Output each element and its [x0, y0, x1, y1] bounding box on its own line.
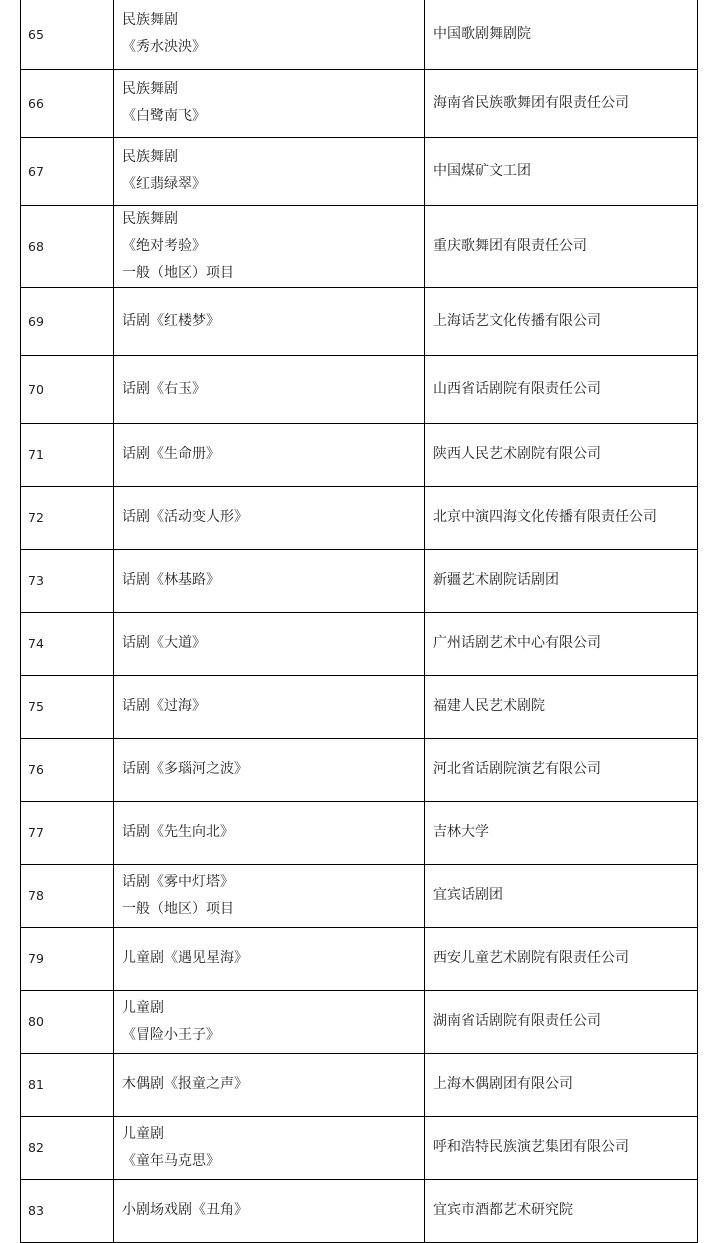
organization-cell: 海南省民族歌舞团有限责任公司	[425, 69, 698, 137]
row-number: 80	[21, 990, 114, 1053]
work-title-cell	[114, 738, 425, 801]
table-row	[21, 1116, 698, 1179]
work-title-cell	[114, 1179, 425, 1242]
work-title-line: 话剧《右玉》	[122, 380, 206, 397]
table-row	[21, 69, 698, 137]
organization-cell: 呼和浩特民族演艺集团有限公司	[425, 1116, 698, 1179]
work-title-cell	[114, 990, 425, 1053]
work-title-line: 话剧《活动变人形》	[122, 509, 248, 525]
work-title-line: 儿童剧	[122, 1125, 164, 1142]
work-title-line: 话剧《多瑙河之波》	[122, 761, 248, 777]
work-title-cell	[114, 1053, 425, 1116]
work-title-cell	[114, 801, 425, 864]
organization-cell: 广州话剧艺术中心有限公司	[425, 612, 698, 675]
row-number: 78	[21, 864, 114, 927]
table-row	[21, 287, 698, 355]
row-number: 69	[21, 287, 114, 355]
table-row	[21, 612, 698, 675]
work-title-line: 木偶剧《报童之声》	[122, 1076, 248, 1092]
row-number: 75	[21, 675, 114, 738]
row-number: 68	[21, 205, 114, 287]
work-title-line: 儿童剧《遇见星海》	[122, 950, 248, 966]
table-row	[21, 0, 698, 69]
table-row	[21, 205, 698, 287]
work-title-line: 话剧《大道》	[122, 635, 206, 651]
table-row	[21, 864, 698, 927]
organization-cell: 宜宾市酒都艺术研究院	[425, 1179, 698, 1242]
organization-cell: 宜宾话剧团	[425, 864, 698, 927]
organization-cell: 中国歌剧舞剧院	[425, 0, 698, 69]
row-number: 66	[21, 69, 114, 137]
table-row	[21, 675, 698, 738]
work-title-line: 《冒险小王子》	[122, 1026, 220, 1043]
row-number: 82	[21, 1116, 114, 1179]
work-title-line: 《秀水泱泱》	[122, 39, 206, 56]
row-number: 72	[21, 486, 114, 549]
work-title-cell	[114, 864, 425, 927]
work-title-line: 《绝对考验》	[122, 237, 206, 254]
table-row	[21, 801, 698, 864]
work-title-cell	[114, 1116, 425, 1179]
organization-cell: 河北省话剧院演艺有限公司	[425, 738, 698, 801]
work-title-cell	[114, 549, 425, 612]
table-row	[21, 1179, 698, 1242]
organization-cell: 吉林大学	[425, 801, 698, 864]
organization-cell: 上海木偶剧团有限公司	[425, 1053, 698, 1116]
organization-cell: 福建人民艺术剧院	[425, 675, 698, 738]
table-row	[21, 355, 698, 423]
work-title-line: 话剧《过海》	[122, 698, 206, 714]
work-title-cell	[114, 423, 425, 486]
table-row	[21, 486, 698, 549]
work-title-line: 儿童剧	[122, 999, 164, 1016]
table-row	[21, 738, 698, 801]
work-title-line: 《红翡绿翠》	[122, 176, 206, 192]
organization-cell: 山西省话剧院有限责任公司	[425, 355, 698, 423]
organization-cell: 陕西人民艺术剧院有限公司	[425, 423, 698, 486]
work-title-line: 民族舞剧	[122, 12, 178, 29]
organization-cell: 中国煤矿文工团	[425, 137, 698, 205]
organization-cell: 重庆歌舞团有限责任公司	[425, 205, 698, 287]
row-number: 81	[21, 1053, 114, 1116]
row-number: 83	[21, 1179, 114, 1242]
work-title-cell	[114, 137, 425, 205]
table-row	[21, 137, 698, 205]
row-number: 70	[21, 355, 114, 423]
work-title-cell	[114, 355, 425, 423]
work-title-line: 一般（地区）项目	[122, 264, 234, 281]
row-number: 71	[21, 423, 114, 486]
work-title-cell	[114, 612, 425, 675]
work-title-cell	[114, 287, 425, 355]
work-title-cell	[114, 675, 425, 738]
work-title-line: 话剧《雾中灯塔》	[122, 873, 234, 890]
work-title-line: 话剧《生命册》	[122, 446, 220, 462]
table-row	[21, 549, 698, 612]
organization-cell: 西安儿童艺术剧院有限责任公司	[425, 927, 698, 990]
organization-cell: 新疆艺术剧院话剧团	[425, 549, 698, 612]
organization-cell: 北京中演四海文化传播有限责任公司	[425, 486, 698, 549]
row-number: 79	[21, 927, 114, 990]
work-title-line: 话剧《红楼梦》	[122, 312, 220, 329]
work-title-line: 话剧《林基路》	[122, 572, 220, 588]
row-number: 73	[21, 549, 114, 612]
work-title-line: 话剧《先生向北》	[122, 824, 234, 840]
table-row	[21, 423, 698, 486]
organization-cell: 上海话艺文化传播有限公司	[425, 287, 698, 355]
work-title-cell	[114, 927, 425, 990]
row-number: 77	[21, 801, 114, 864]
table-row	[21, 927, 698, 990]
row-number: 76	[21, 738, 114, 801]
work-title-line: 民族舞剧	[122, 81, 178, 97]
work-title-line: 一般（地区）项目	[122, 900, 234, 917]
work-title-cell	[114, 0, 425, 69]
work-title-line: 民族舞剧	[122, 149, 178, 165]
work-title-line: 《童年马克思》	[122, 1152, 220, 1169]
work-title-cell	[114, 69, 425, 137]
work-title-line: 小剧场戏剧《丑角》	[122, 1202, 248, 1218]
table-body	[21, 0, 698, 1242]
work-title-line: 民族舞剧	[122, 210, 178, 227]
table-row	[21, 1053, 698, 1116]
organization-cell: 湖南省话剧院有限责任公司	[425, 990, 698, 1053]
row-number: 74	[21, 612, 114, 675]
row-number: 67	[21, 137, 114, 205]
work-title-cell	[114, 486, 425, 549]
work-title-line: 《白鹭南飞》	[122, 108, 206, 124]
project-list-table	[20, 0, 698, 1243]
table-row	[21, 990, 698, 1053]
row-number: 65	[21, 0, 114, 69]
work-title-cell	[114, 205, 425, 287]
